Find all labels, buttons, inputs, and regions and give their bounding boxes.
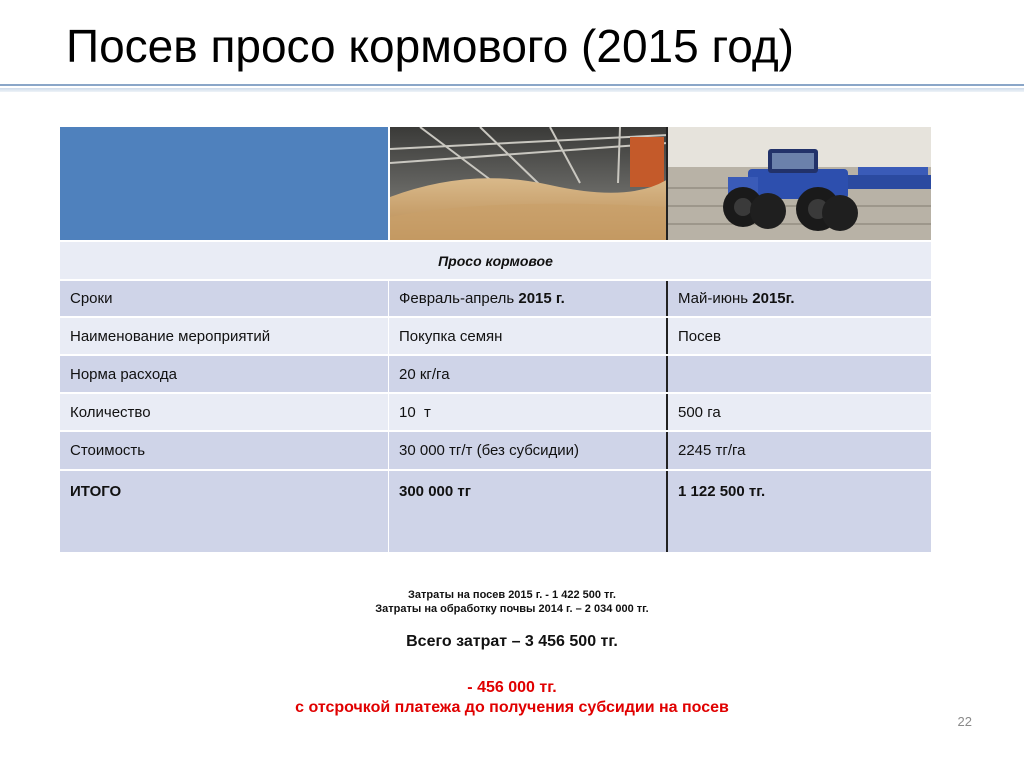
slide-title: Посев просо кормового (2015 год): [66, 20, 794, 72]
grain-storage-photo: [388, 127, 666, 240]
summary-deduction: - 456 000 тг.: [467, 679, 557, 696]
table-row: [60, 356, 931, 392]
table-row: [60, 318, 931, 354]
row-value-sowing: [666, 356, 931, 392]
dates-sowing-prefix: Май-июнь: [678, 290, 753, 307]
table-header-row: [60, 127, 931, 240]
row-label: Наименование мероприятий: [70, 327, 271, 345]
cost-summary: [0, 588, 1024, 616]
row-value-purchase: 10 т: [388, 394, 666, 430]
dates-purchase-prefix: Февраль-апрель: [399, 290, 519, 307]
row-value-purchase: 30 000 тг/т (без субсидии): [388, 432, 666, 469]
table-row-crop: [60, 242, 931, 279]
page-number: 22: [957, 714, 972, 729]
row-value-purchase: 20 кг/га: [388, 356, 666, 392]
title-divider-shadow: [0, 88, 1024, 92]
summary-deferral-block: [0, 678, 1024, 718]
header-blue-cell: [60, 127, 388, 240]
dates-purchase-year: 2015 г.: [518, 290, 565, 307]
dates-sowing-year: 2015г.: [752, 290, 795, 307]
total-sowing: 1 122 500 тг.: [666, 471, 931, 552]
table-row: [60, 281, 931, 316]
summary-sowing-cost: Затраты на посев 2015 г. - 1 422 500 тг.: [408, 589, 616, 601]
title-divider: [0, 84, 1024, 86]
summary-total-block: [0, 633, 1024, 651]
row-value-sowing: Посев: [666, 318, 931, 354]
row-value-purchase: [388, 281, 666, 316]
summary-deferral-note: с отсрочкой платежа до получения субсидии на посев: [295, 699, 729, 716]
row-label: Сроки: [70, 290, 113, 307]
summary-tillage-cost: Затраты на обработку почвы 2014 г. – 2 034 000 тг.: [375, 603, 649, 615]
row-label: Количество: [70, 403, 151, 421]
row-value-sowing: 2245 тг/га: [666, 432, 931, 469]
table-row-total: [60, 471, 931, 552]
tractor-photo: [666, 127, 931, 240]
row-label: Норма расхода: [70, 365, 177, 383]
row-value-sowing: 500 га: [666, 394, 931, 430]
row-value-purchase: Покупка семян: [388, 318, 666, 354]
table-row: [60, 432, 931, 469]
summary-total: Всего затрат – 3 456 500 тг.: [406, 633, 618, 650]
row-label: Стоимость: [70, 442, 146, 459]
row-value-sowing: [666, 281, 931, 316]
table-row: [60, 394, 931, 430]
total-label: ИТОГО: [70, 483, 122, 500]
crop-name-cell: Просо кормовое: [438, 252, 553, 269]
total-purchase: 300 000 тг: [388, 471, 666, 552]
